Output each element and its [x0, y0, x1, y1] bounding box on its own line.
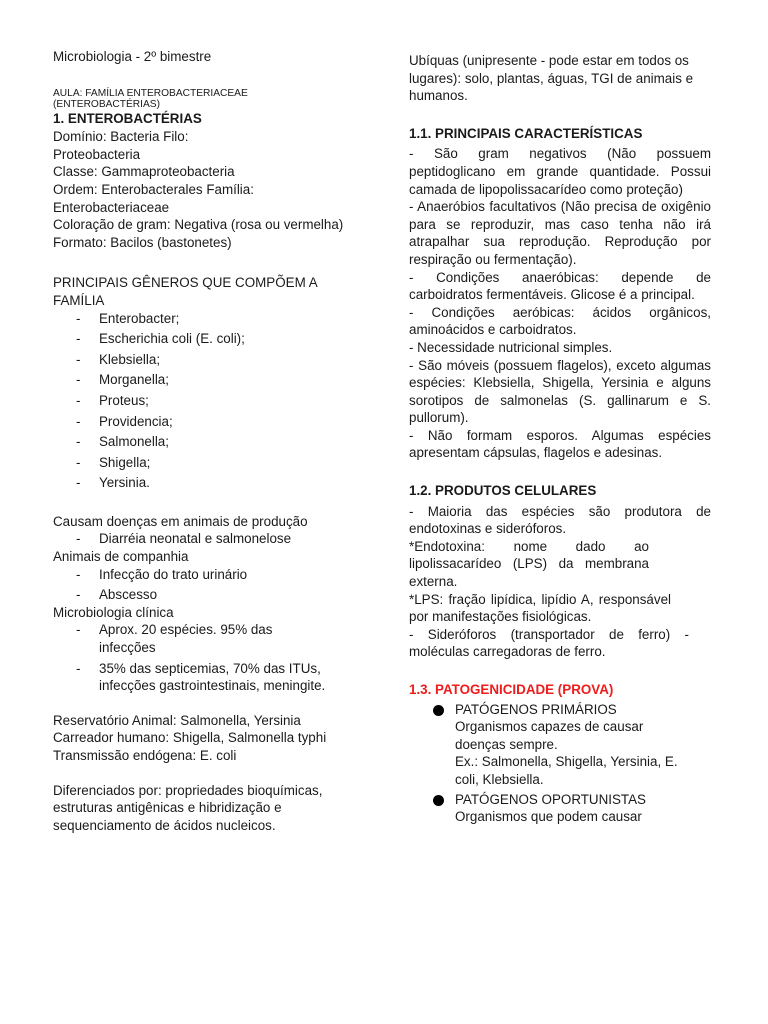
list-item: - Yersinia. — [76, 475, 150, 491]
bullet-icon — [433, 795, 444, 806]
diseases-companion-heading: Animais de companhia — [53, 549, 189, 565]
taxonomy-line: Formato: Bacilos (bastonetes) — [53, 234, 232, 250]
list-item: - Escherichia coli (E. coli); — [76, 331, 245, 347]
genera-heading-line1: PRINCIPAIS GÊNEROS QUE COMPÕEM A — [53, 275, 318, 291]
list-item: - Proteus; — [76, 392, 149, 408]
diseases-companion-list — [53, 566, 373, 604]
list-item: - Klebsiella; — [76, 351, 161, 367]
list-item: - Morganella; — [76, 372, 169, 388]
diseases-production-list — [53, 530, 373, 548]
list-item — [409, 701, 711, 789]
list-item: - Shigella; — [76, 454, 151, 470]
left-column — [53, 48, 373, 834]
cell-product-item: *Endotoxina: nome dado ao lipolissacarídeo (LPS) da membrana externa. — [409, 538, 649, 590]
taxonomy-line: Ordem: Enterobacterales Família: — [53, 181, 254, 197]
taxonomy-block — [53, 128, 373, 251]
section-1-3-heading: 1.3. PATOGENICIDADE (PROVA) — [409, 682, 614, 697]
list-item: - Salmonella; — [76, 434, 169, 450]
taxonomy-line: Domínio: Bacteria Filo: — [53, 129, 189, 145]
reservoir-line: Transmissão endógena: E. coli — [53, 748, 237, 763]
characteristic-item: - Anaeróbios facultativos (Não precisa de oxigênio para se reproduzir, mas caso tenha não irá atrapalhar sua reprodução. Reprodução por respiração ou fermentação). — [409, 199, 711, 267]
characteristics-block — [409, 145, 711, 462]
characteristic-item: - Condições aeróbicas: ácidos orgânicos, aminoácidos e carboidratos. — [409, 304, 711, 338]
cell-product-item: - Maioria das espécies são produtora de endotoxinas e sideróforos. — [409, 503, 711, 537]
subject-title: Microbiologia - 2º bimestre — [53, 49, 212, 64]
clinical-heading: Microbiologia clínica — [53, 604, 174, 620]
characteristic-item: - Condições anaeróbicas: depende de carboidratos fermentáveis. Glicose é a principal. — [409, 269, 711, 303]
differentiated-paragraph: Diferenciados por: propriedades bioquímicas, estruturas antigênicas e hibridização e sequenciamento de ácidos nucleicos. — [53, 782, 323, 833]
reservoir-line: Reservatório Animal: Salmonella, Yersinia — [53, 712, 301, 728]
cell-products-block — [409, 503, 711, 661]
ubiquitous-paragraph: Ubíquas (unipresente - pode estar em todos os lugares): solo, plantas, águas, TGI de animais e humanos. — [409, 53, 694, 104]
list-item: - Diarréia neonatal e salmonelose — [76, 531, 292, 547]
characteristic-item: - Necessidade nutricional simples. — [409, 339, 613, 355]
lesson-title-line2: (ENTEROBACTÉRIAS) — [53, 98, 160, 110]
pathogen-type-line: Organismos que podem causar — [455, 809, 642, 825]
genera-heading-line2: FAMÍLIA — [53, 292, 105, 308]
section-1-2-heading: 1.2. PRODUTOS CELULARES — [409, 483, 597, 499]
list-item: - Abscesso — [76, 587, 158, 603]
section-1-1-heading: 1.1. PRINCIPAIS CARACTERÍSTICAS — [409, 125, 643, 141]
list-item: - Infecção do trato urinário — [76, 566, 248, 582]
pathogen-type-title: PATÓGENOS OPORTUNISTAS — [455, 791, 646, 807]
clinical-list — [53, 621, 343, 694]
taxonomy-line: Classe: Gammaproteobacteria — [53, 164, 235, 180]
taxonomy-line: Coloração de gram: Negativa (rosa ou vermelha) — [53, 217, 344, 233]
characteristic-item: - São gram negativos (Não possuem peptidoglicano em grande quantidade. Possui camada de lipopolissacarídeo como proteção) — [409, 146, 711, 197]
list-item — [409, 791, 711, 826]
list-item: - Enterobacter; — [76, 310, 180, 326]
genera-list — [53, 310, 373, 492]
diseases-production-heading: Causam doenças em animais de produção — [53, 513, 308, 529]
taxonomy-line: Enterobacteriaceae — [53, 199, 170, 215]
list-item: - Aprox. 20 espécies. 95% das infecções — [76, 622, 273, 656]
cell-product-item: - Sideróforos (transportador de ferro) - moléculas carregadoras de ferro. — [409, 626, 689, 660]
pathogenicity-list — [409, 701, 711, 826]
list-item: - Providencia; — [76, 413, 173, 429]
list-item: - 35% das septicemias, 70% das ITUs, infecções gastrointestinais, meningite. — [76, 660, 326, 694]
pathogen-type-title: PATÓGENOS PRIMÁRIOS — [455, 701, 617, 717]
reservoir-line: Carreador humano: Shigella, Salmonella typhi — [53, 730, 327, 746]
right-column — [409, 52, 711, 826]
lesson-title-line1: AULA: FAMÍLIA ENTEROBACTERIACEAE — [53, 87, 248, 99]
characteristic-item: - Não formam esporos. Algumas espécies apresentam cápsulas, flagelos e adesinas. — [409, 427, 711, 461]
bullet-icon — [433, 705, 444, 716]
characteristic-item: - São móveis (possuem flagelos), exceto algumas espécies: Klebsiella, Shigella, Yersinia e alguns sorotipos de salmonelas (S. gallinarum e S. pullorum). — [409, 357, 711, 426]
cell-product-item: *LPS: fração lipídica, lipídio A, responsável por manifestações fisiológicas. — [409, 591, 671, 625]
pathogen-type-line: Organismos capazes de causar doenças sempre. — [455, 719, 644, 752]
pathogen-type-line: Ex.: Salmonella, Shigella, Yersinia, E. coli, Klebsiella. — [455, 754, 678, 787]
taxonomy-line: Proteobacteria — [53, 146, 141, 162]
section1-heading: 1. ENTEROBACTÉRIAS — [53, 110, 202, 126]
